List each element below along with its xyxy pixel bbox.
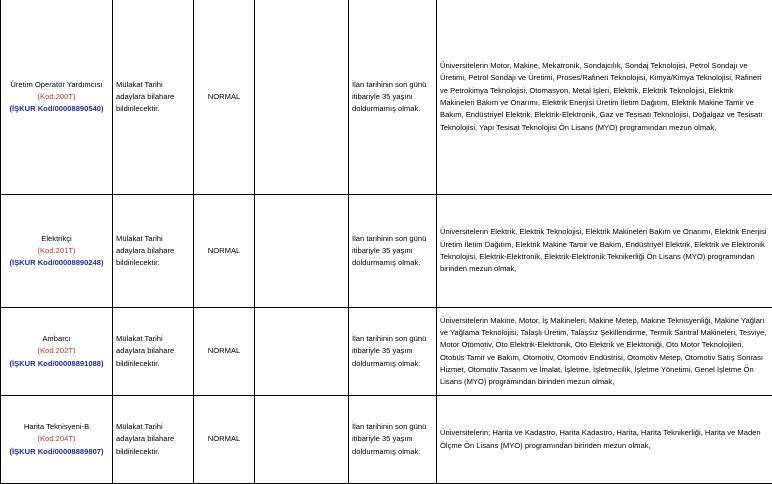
age-requirement-cell: İlan tarihinin son günü itibariyle 35 yaşını doldurmamış olmak.: [349, 0, 437, 195]
employment-type-cell: NORMAL: [194, 396, 255, 484]
qualification-cell: Üniversitelerin Elektrik, Elektrik Teknolojisi, Elektrik Makineleri Bakım ve Onarımı, Elektrik Enerjisi Üretim İletim Dağıtım, Elektrik Makine Tamir ve Bakım, Endüstriyel Elektrik, Elektrik ve Elektronik Teknolojisi, Elektrik-Elektronik, Elektrik-Elektronik Teknikerliği Ön Lisans (MYO) programından birinden mezun olmak,: [437, 195, 772, 308]
age-requirement-cell: İlan tarihinin son günü itibariyle 35 yaşını doldurmamış olmak.: [349, 396, 437, 484]
iskur-code: (İŞKUR Kod/00008891088): [4, 358, 109, 370]
table-row: [1, 195, 772, 308]
qualification-cell: Üniversitelerin Motor, Makine, Mekatronik, Sondajcılık, Sondaj Teknolojisi, Petrol Sondajı ve Üretimi, Petrol Sondajı ve Üretimi, Proses/Rafineri Teknolojisi, Kimya/Kimya Teknolojisi, Rafineri ve Petrokimya Teknolojisi, Otomasyon, Metal İşleri, Elektrik, Elektrik Teknolojisi, Elektrik Makineleri Bakım ve Onarımı, Elektrik Enerjisi Üretim İletim Dağıtım, Elektrik Makine Tamir ve Bakım, Endüstriyel Elektrik, Elektrik-Elektronik, Gaz ve Tesisatı Teknolojisi, Doğalgaz ve Tesisatı Teknolojisi, Yapı Tesisat Teknolojisi Ön Lisans (MYO) programından mezun olmak,: [437, 0, 772, 195]
position-title: Üretim Operatör Yardımcısı: [4, 79, 109, 91]
empty-cell: [255, 396, 349, 484]
position-title: Elektrikçi: [4, 233, 109, 245]
position-code: (Kod.200T): [4, 91, 109, 103]
position-title: Ambarcı: [4, 333, 109, 345]
iskur-code: (İŞKUR Kod/00008890540): [4, 103, 109, 115]
interview-date-cell: Mülakat Tarihi adaylara bilahare bildirilecektir.: [113, 195, 194, 308]
empty-cell: [255, 0, 349, 195]
qualification-cell: Üniversitelerin; Harita ve Kadastro, Harita Kadastro, Harita, Harita Teknikerliği, Harita ve Maden Ölçme Ön Lisans (MYO) programından birinden mezun olmak,: [437, 396, 772, 484]
employment-type-cell: NORMAL: [194, 0, 255, 195]
iskur-code: (İŞKUR Kod/00008889807): [4, 446, 109, 458]
position-code: (Kod.204T): [4, 433, 109, 445]
position-code: (Kod.201T): [4, 245, 109, 257]
table-row: [1, 308, 772, 396]
position-cell: [1, 308, 113, 396]
position-title: Harita Teknisyeni-B: [4, 421, 109, 433]
position-cell: [1, 195, 113, 308]
interview-date-cell: Mülakat Tarihi adaylara bilahare bildirilecektir.: [113, 308, 194, 396]
position-cell: [1, 0, 113, 195]
interview-date-cell: Mülakat Tarihi adaylara bilahare bildirilecektir.: [113, 0, 194, 195]
age-requirement-cell: İlan tarihinin son günü itibariyle 35 yaşını doldurmamış olmak.: [349, 195, 437, 308]
table-row: [1, 396, 772, 484]
iskur-code: (İŞKUR Kod/00008890248): [4, 257, 109, 269]
empty-cell: [255, 308, 349, 396]
employment-type-cell: NORMAL: [194, 308, 255, 396]
qualification-cell: Üniversitelerin Makine, Motor, İş Makineleri, Makine Metep, Makine Teknisyenliği, Makine Yağları ve Yağlama Teknolojisi, Talaşlı Üretim, Talaşsız Şekillendirme, Termik Santral Makineleri, Tesviye, Motor Otomotiv, Oto Elektrik-Elektronik, Oto Elektrik ve Elektroniği, Oto Motor Teknolojileri, Otobüs Tamir ve Bakım, Otomotiv, Otomotiv Endüstrisi, Otomotiv Metep, Otomotiv Satış Sonrası Hizmet, Otomotiv Tasarım ve İmalat, İşletme, İşletmecilik, İşletme Yönetimi, Genel İşletme Ön Lisans (MYO) programından birinden mezun olmak,: [437, 308, 772, 396]
interview-date-cell: Mülakat Tarihi adaylara bilahare bildirilecektir.: [113, 396, 194, 484]
employment-type-cell: NORMAL: [194, 195, 255, 308]
age-requirement-cell: İlan tarihinin son günü itibariyle 35 yaşını doldurmamış olmak.: [349, 308, 437, 396]
table-row: [1, 0, 772, 195]
position-cell: [1, 396, 113, 484]
position-code: (Kod.202T): [4, 345, 109, 357]
empty-cell: [255, 195, 349, 308]
